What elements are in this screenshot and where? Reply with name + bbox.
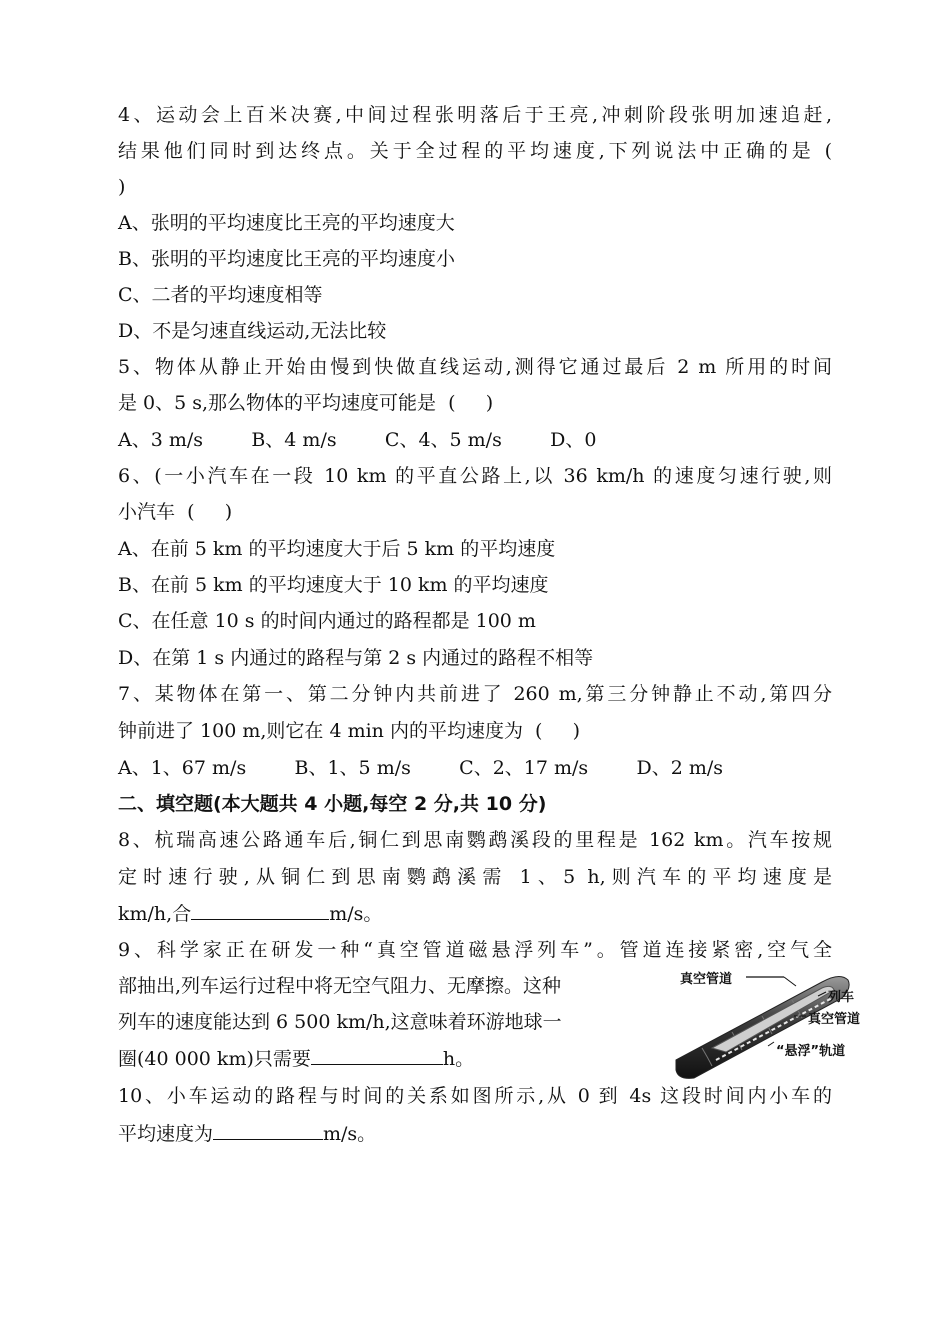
q8-answer-blank[interactable]	[191, 895, 329, 920]
q10-answer-blank[interactable]	[213, 1115, 323, 1140]
q10-line-1: 10、小车运动的路程与时间的关系如图所示,从 0 到 4s 这段时间内小车的	[118, 1085, 832, 1107]
q7-line-1: 7、某物体在第一、第二分钟内共前进了 260 m,第三分钟静止不动,第四分	[118, 683, 832, 705]
q4-option-b: B、张明的平均速度比王亮的平均速度小	[118, 248, 455, 270]
q9-line-3: 列车的速度能达到 6 500 km/h,这意味着环游地球一	[118, 1011, 562, 1033]
q5-line-1: 5、物体从静止开始由慢到快做直线运动,测得它通过最后 2 m 所用的时间	[118, 356, 832, 378]
q9-line-2: 部抽出,列车运行过程中将无空气阻力、无摩擦。这种	[118, 975, 562, 997]
q5-line-2: 是 0、5 s,那么物体的平均速度可能是 ( )	[118, 392, 494, 414]
q8-unit-ms: m/s。	[329, 903, 383, 925]
q10-unit-ms: m/s。	[323, 1123, 377, 1145]
section-heading-fill-in: 二、填空题(本大题共 4 小题,每空 2 分,共 10 分)	[118, 793, 547, 815]
q9-line-1: 9、科学家正在研发一种“真空管道磁悬浮列车”。管道连接紧密,空气全	[118, 939, 832, 961]
q7-line-2: 钟前进了 100 m,则它在 4 min 内的平均速度为 ( )	[118, 720, 581, 742]
q6-line-1: 6、(一小汽车在一段 10 km 的平直公路上,以 36 km/h 的速度匀速行驶,则	[118, 465, 832, 487]
q4-option-d: D、不是匀速直线运动,无法比较	[118, 320, 387, 342]
q8-line-1: 8、杭瑞高速公路通车后,铜仁到思南鹦鹉溪段的里程是 162 km。汽车按规	[118, 829, 832, 851]
label-vacuum-tube-top: 真空管道	[680, 972, 733, 987]
q7-options: A、1、67 m/s B、1、5 m/s C、2、17 m/s D、2 m/s	[118, 757, 724, 779]
q6-option-a: A、在前 5 km 的平均速度大于后 5 km 的平均速度	[118, 538, 556, 560]
q6-line-2: 小汽车 ( )	[118, 501, 233, 523]
q5-options: A、3 m/s B、4 m/s C、4、5 m/s D、0	[118, 429, 597, 451]
q9-answer-blank[interactable]	[311, 1040, 443, 1065]
q8-line-2: 定时速行驶,从铜仁到思南鹦鹉溪需 1、5 h,则汽车的平均速度是	[118, 866, 832, 888]
q6-option-c: C、在任意 10 s 的时间内通过的路程都是 100 m	[118, 610, 536, 632]
q4-option-a: A、张明的平均速度比王亮的平均速度大	[118, 212, 455, 234]
q9-unit-h: h。	[442, 1048, 475, 1070]
label-train: 列车	[828, 990, 855, 1005]
q4-option-c: C、二者的平均速度相等	[118, 284, 323, 306]
label-vacuum-tube: 真空管道	[808, 1012, 861, 1027]
q4-line-2: 结果他们同时到达终点。关于全过程的平均速度,下列说法中正确的是 (	[118, 140, 832, 162]
q4-line-1: 4、运动会上百米决赛,中间过程张明落后于王亮,冲刺阶段张明加速追赶,	[118, 104, 832, 126]
q4-line-3: )	[118, 176, 126, 198]
q8-line-3	[118, 895, 382, 932]
q9-line-4	[118, 1040, 474, 1077]
q6-option-d: D、在第 1 s 内通过的路程与第 2 s 内通过的路程不相等	[118, 647, 594, 669]
q10-text-prefix: 平均速度为	[118, 1123, 214, 1145]
q8-unit-kmh: km/h,合	[118, 903, 192, 925]
q6-option-b: B、在前 5 km 的平均速度大于 10 km 的平均速度	[118, 574, 549, 596]
q9-text-prefix: 圈(40 000 km)只需要	[118, 1048, 311, 1070]
maglev-tube-figure	[672, 964, 882, 1080]
q10-line-2	[118, 1115, 376, 1152]
label-maglev-track: “悬浮”轨道	[776, 1044, 846, 1059]
